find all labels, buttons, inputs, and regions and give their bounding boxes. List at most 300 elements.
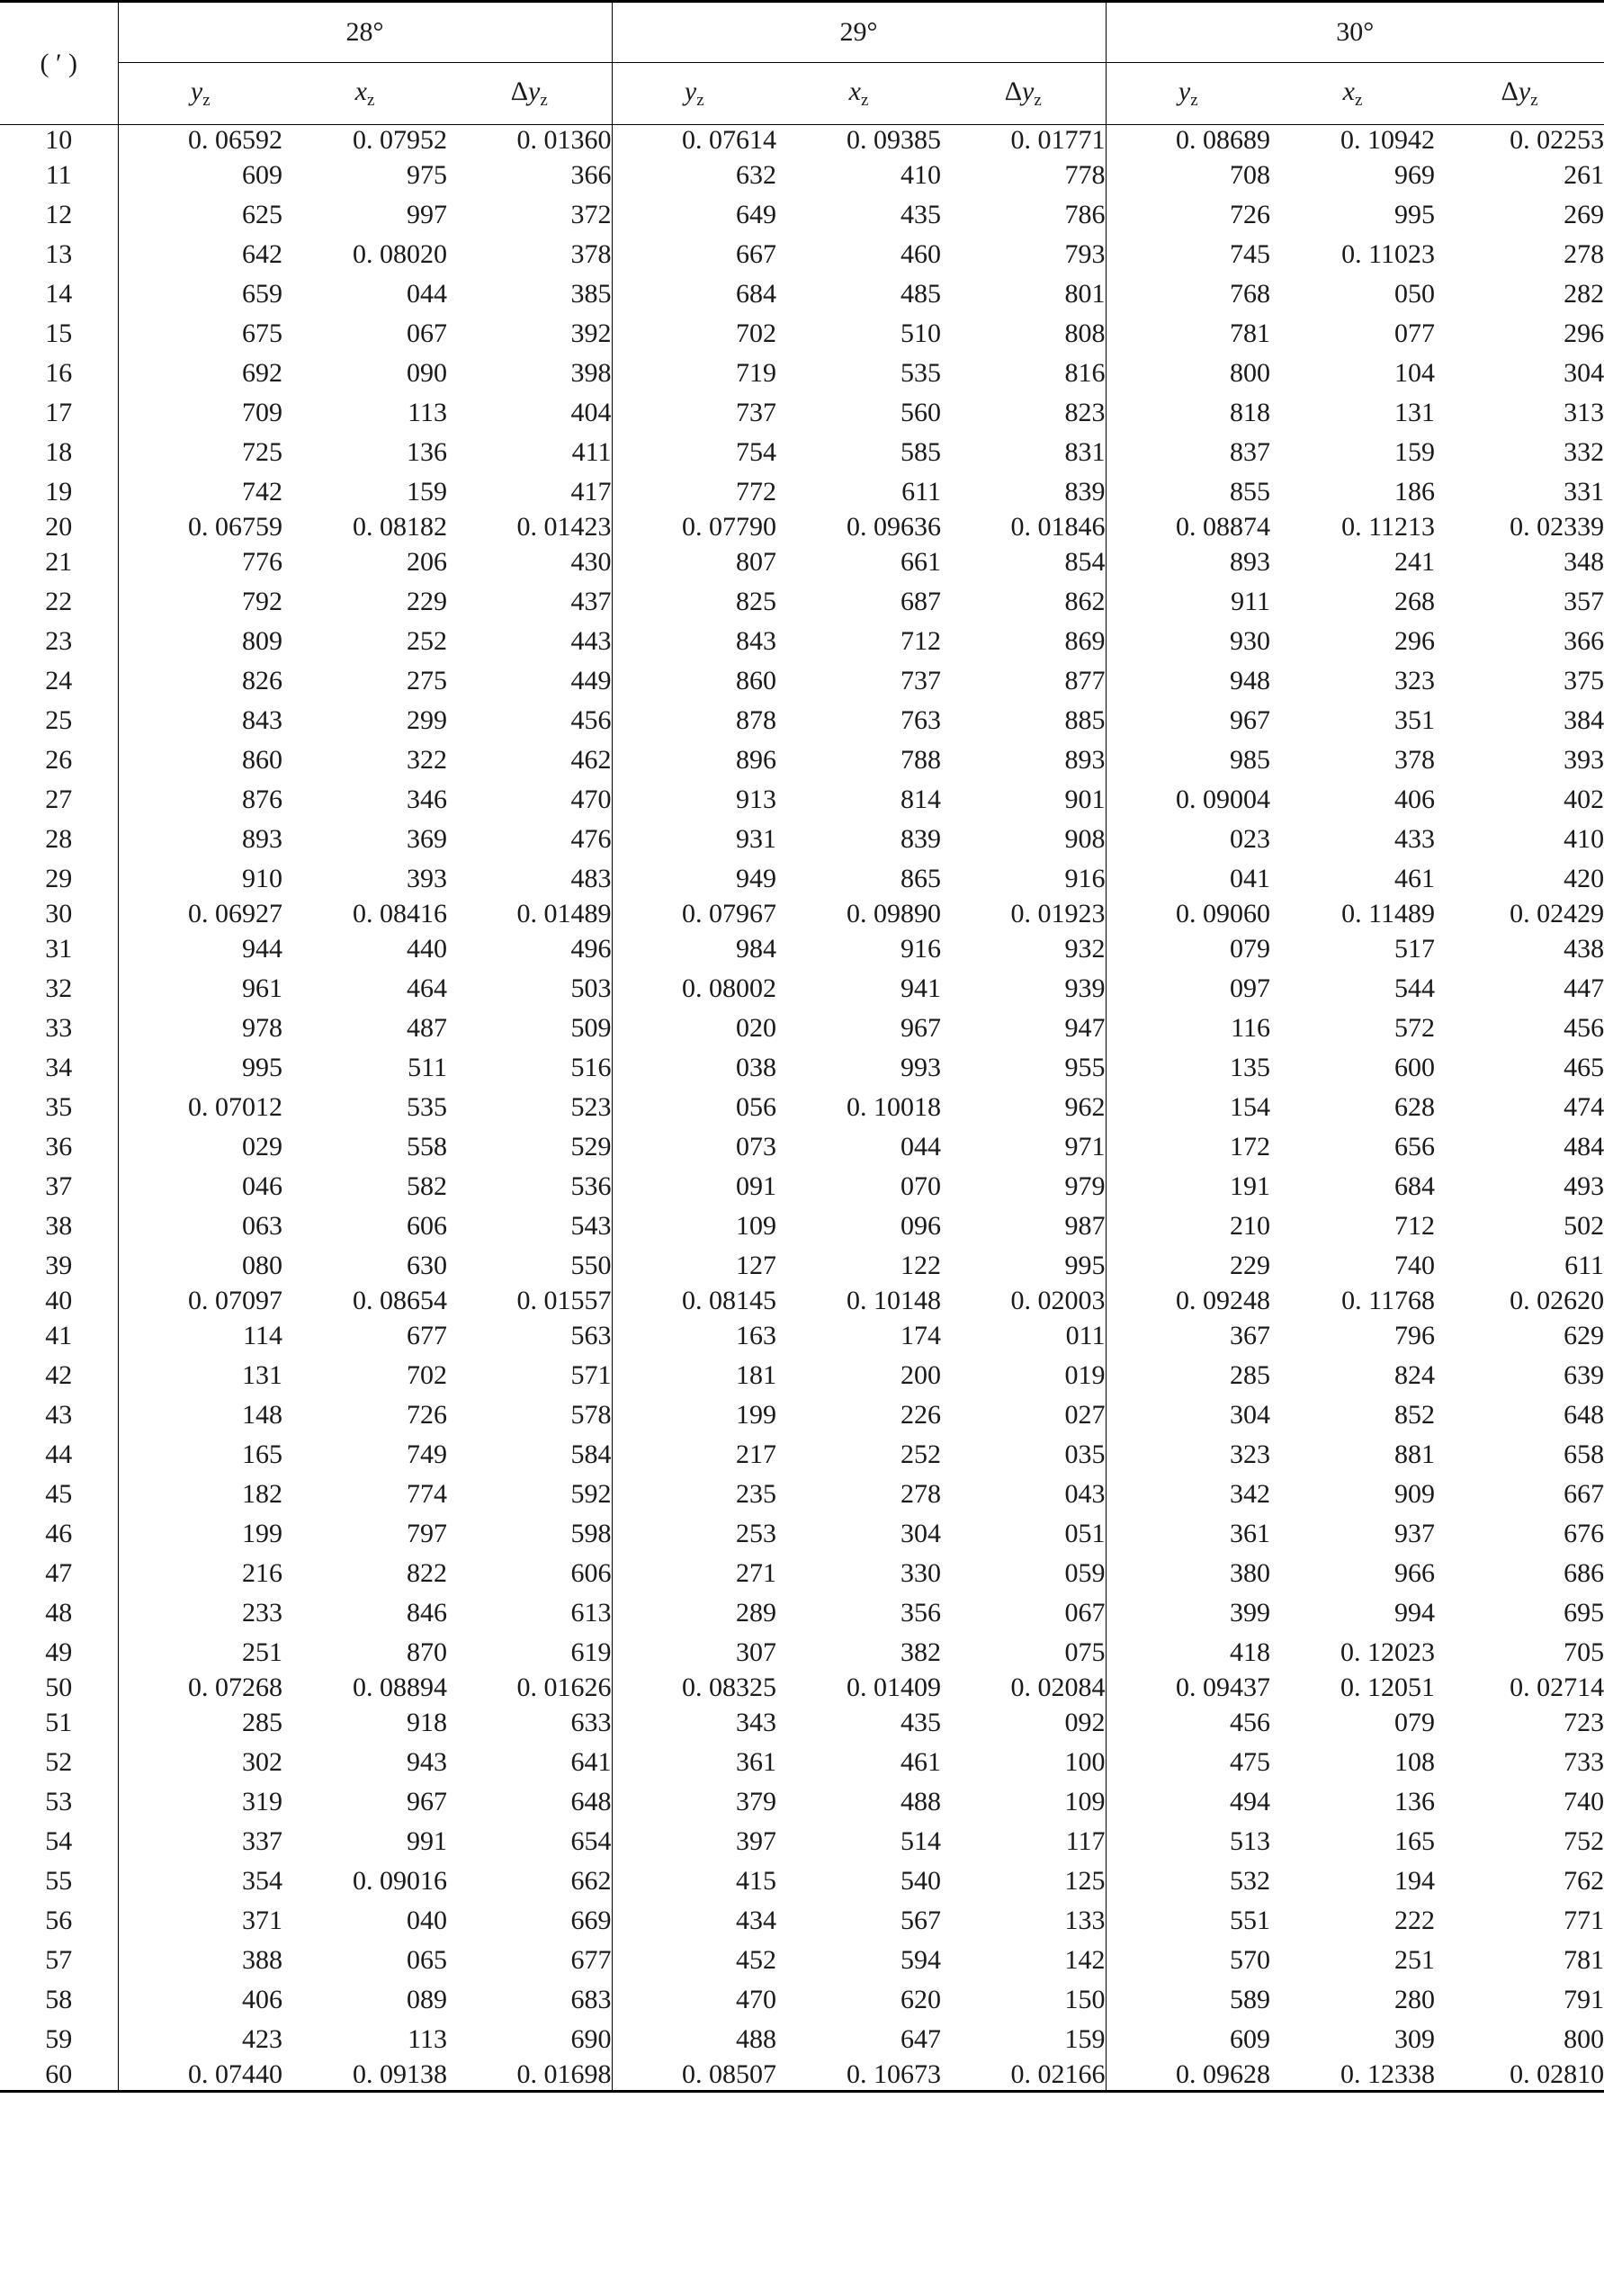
value-cell: 235 (612, 1475, 776, 1514)
value-cell: 535 (407, 1092, 447, 1122)
value-cell: 878 (612, 701, 776, 740)
value-cell: 438 (1564, 934, 1604, 964)
value-cell: 930 (1106, 622, 1270, 661)
value-cell: 910 (118, 859, 282, 899)
value-cell: 502 (1564, 1211, 1604, 1241)
value-cell: 740 (1564, 1787, 1604, 1816)
value-cell: 669 (570, 1906, 612, 1935)
value-cell: 406 (1394, 785, 1436, 814)
value-cell: 150 (1064, 1985, 1106, 2014)
minute-cell: 10 (45, 125, 73, 155)
value-cell: 020 (612, 1009, 776, 1048)
value-cell: 278 (1564, 239, 1604, 269)
value-cell: 435 (901, 200, 942, 229)
value-cell: 916 (901, 934, 942, 964)
value-cell: 470 (570, 785, 612, 814)
value-cell: 142 (1064, 1945, 1106, 1975)
value-cell: 979 (1064, 1171, 1106, 1201)
value-cell: 271 (612, 1554, 776, 1593)
value-cell: 430 (570, 547, 612, 577)
table-row (0, 701, 1604, 740)
value-cell: 991 (407, 1826, 447, 1856)
value-cell: 131 (118, 1356, 282, 1395)
value-cell: 133 (1064, 1906, 1106, 1935)
value-cell: 080 (118, 1246, 282, 1286)
value-cell: 070 (901, 1171, 942, 1201)
minute-cell: 19 (45, 477, 73, 507)
value-cell: 702 (407, 1360, 447, 1390)
value-cell: 092 (1064, 1708, 1106, 1737)
value-cell: 676 (1564, 1519, 1604, 1548)
value-cell: 788 (901, 745, 942, 775)
value-cell: 937 (1394, 1519, 1436, 1548)
value-cell: 885 (1064, 705, 1106, 735)
value-cell: 323 (1106, 1435, 1270, 1475)
value-cell: 0. 01698 (516, 2059, 612, 2089)
subheader-subscript: z (540, 91, 548, 110)
table-row (0, 1286, 1604, 1316)
minute-cell: 32 (45, 973, 73, 1003)
value-cell: 0. 02166 (1010, 2059, 1106, 2089)
value-cell: 985 (1106, 740, 1270, 780)
subheader-symbol: Δ (1004, 76, 1023, 106)
value-cell: 684 (612, 274, 776, 314)
value-cell: 484 (1564, 1132, 1604, 1161)
table-row (0, 1009, 1604, 1048)
value-cell: 0. 08182 (353, 512, 447, 542)
value-cell: 136 (1394, 1787, 1436, 1816)
minute-cell: 17 (45, 398, 73, 427)
minute-cell: 43 (45, 1400, 73, 1430)
value-cell: 0. 01557 (516, 1286, 612, 1315)
value-cell: 793 (1064, 239, 1106, 269)
value-cell: 791 (1564, 1985, 1604, 2014)
value-cell: 0. 08894 (353, 1673, 447, 1702)
table-row (0, 1316, 1604, 1356)
value-cell: 862 (1064, 587, 1106, 616)
value-cell: 0. 09437 (1106, 1673, 1270, 1703)
value-cell: 304 (1106, 1395, 1270, 1435)
subheader-variable: y (1022, 76, 1035, 106)
value-cell: 589 (1106, 1980, 1270, 2020)
value-cell: 346 (407, 785, 447, 814)
value-cell: 456 (1106, 1703, 1270, 1743)
value-cell: 343 (612, 1703, 776, 1743)
value-cell: 0. 11213 (1341, 512, 1436, 542)
minute-cell: 16 (45, 358, 73, 388)
subheader-variable: y (1178, 76, 1191, 106)
value-cell: 011 (1065, 1321, 1106, 1350)
minute-cell: 50 (45, 1673, 73, 1702)
subheader-yz-g2 (1106, 63, 1270, 125)
value-cell: 0. 09060 (1106, 899, 1270, 929)
table-row (0, 820, 1604, 859)
value-cell: 470 (612, 1980, 776, 2020)
value-cell: 677 (407, 1321, 447, 1350)
value-cell: 402 (1564, 785, 1604, 814)
value-cell: 136 (407, 437, 447, 467)
value-cell: 357 (1564, 587, 1604, 616)
value-cell: 0. 10942 (1340, 125, 1436, 155)
value-cell: 0. 07097 (118, 1286, 282, 1316)
value-cell: 114 (118, 1316, 282, 1356)
minute-cell: 60 (45, 2059, 73, 2089)
value-cell: 0. 08654 (353, 1286, 447, 1315)
value-cell: 0. 07614 (612, 125, 776, 157)
value-cell: 995 (1394, 200, 1436, 229)
table-row (0, 1206, 1604, 1246)
value-cell: 876 (118, 780, 282, 820)
value-cell: 984 (612, 929, 776, 969)
subheader-xz-g2 (1270, 63, 1435, 125)
subheader-variable: x (848, 76, 861, 106)
value-cell: 091 (612, 1167, 776, 1206)
subheader-variable: y (684, 76, 697, 106)
value-cell: 252 (407, 626, 447, 656)
value-cell: 893 (1106, 543, 1270, 582)
value-cell: 313 (1564, 398, 1604, 427)
table-row (0, 235, 1604, 274)
value-cell: 371 (118, 1901, 282, 1941)
value-cell: 307 (612, 1633, 776, 1673)
value-cell: 0. 01626 (516, 1673, 612, 1702)
minute-cell: 37 (45, 1171, 73, 1201)
minute-cell: 41 (45, 1321, 73, 1350)
value-cell: 044 (407, 279, 447, 309)
value-cell: 536 (570, 1171, 612, 1201)
value-cell: 860 (612, 661, 776, 701)
value-cell: 692 (118, 354, 282, 393)
value-cell: 609 (118, 156, 282, 195)
value-cell: 824 (1394, 1360, 1436, 1390)
value-cell: 0. 06759 (118, 512, 282, 543)
value-cell: 683 (570, 1985, 612, 2014)
value-cell: 995 (1064, 1251, 1106, 1280)
minute-cell: 28 (45, 824, 73, 854)
value-cell: 043 (1064, 1479, 1106, 1509)
value-cell: 532 (1106, 1861, 1270, 1901)
value-cell: 366 (1564, 626, 1604, 656)
value-cell: 113 (408, 2024, 447, 2054)
table-row (0, 314, 1604, 354)
value-cell: 737 (612, 393, 776, 433)
value-cell: 404 (570, 398, 612, 427)
value-cell: 485 (901, 279, 942, 309)
value-cell: 762 (1564, 1866, 1604, 1896)
value-cell: 772 (612, 472, 776, 512)
value-cell: 0. 08874 (1106, 512, 1270, 543)
value-cell: 846 (407, 1598, 447, 1628)
value-cell: 0. 08689 (1106, 125, 1270, 157)
value-cell: 0. 07012 (118, 1088, 282, 1127)
value-cell: 918 (407, 1708, 447, 1737)
value-cell: 461 (1394, 864, 1436, 893)
value-cell: 282 (1564, 279, 1604, 309)
value-cell: 464 (407, 973, 447, 1003)
table-row (0, 582, 1604, 622)
value-cell: 648 (1564, 1400, 1604, 1430)
value-cell: 493 (1564, 1171, 1604, 1201)
value-cell: 253 (612, 1514, 776, 1554)
value-cell: 035 (1064, 1439, 1106, 1469)
value-cell: 503 (570, 973, 612, 1003)
value-cell: 0. 07967 (612, 899, 776, 929)
value-cell: 0. 06592 (118, 125, 282, 157)
minute-cell: 34 (45, 1053, 73, 1082)
value-cell: 385 (570, 279, 612, 309)
value-cell: 949 (612, 859, 776, 899)
value-cell: 199 (612, 1395, 776, 1435)
value-cell: 558 (407, 1132, 447, 1161)
value-cell: 774 (407, 1479, 447, 1509)
table-row (0, 1127, 1604, 1167)
minute-cell: 30 (45, 899, 73, 928)
value-cell: 063 (118, 1206, 282, 1246)
table-row (0, 472, 1604, 512)
value-cell: 296 (1564, 318, 1604, 348)
value-cell: 073 (612, 1127, 776, 1167)
value-cell: 0. 01360 (516, 125, 612, 155)
value-cell: 995 (118, 1048, 282, 1088)
value-cell: 611 (1564, 1251, 1604, 1280)
value-cell: 630 (407, 1251, 447, 1280)
value-cell: 434 (612, 1901, 776, 1941)
value-cell: 609 (1106, 2020, 1270, 2059)
value-cell: 461 (901, 1747, 942, 1777)
value-cell: 535 (901, 358, 942, 388)
value-cell: 356 (901, 1598, 942, 1628)
value-cell: 0. 10018 (847, 1092, 942, 1122)
value-cell: 460 (901, 239, 942, 269)
value-cell: 465 (1564, 1053, 1604, 1082)
value-cell: 778 (1064, 160, 1106, 190)
value-cell: 708 (1106, 156, 1270, 195)
value-cell: 051 (1064, 1519, 1106, 1548)
value-cell: 971 (1064, 1132, 1106, 1161)
value-cell: 877 (1064, 666, 1106, 695)
value-cell: 658 (1564, 1439, 1604, 1469)
value-cell: 740 (1394, 1251, 1436, 1280)
value-cell: 0. 08002 (612, 969, 776, 1009)
minute-cell: 15 (45, 318, 73, 348)
table-row (0, 1782, 1604, 1822)
minute-cell: 51 (45, 1708, 73, 1737)
table-row (0, 543, 1604, 582)
table-row (0, 1901, 1604, 1941)
value-cell: 332 (1564, 437, 1604, 467)
value-cell: 598 (570, 1519, 612, 1548)
value-cell: 656 (1394, 1132, 1436, 1161)
value-cell: 475 (1106, 1743, 1270, 1782)
minute-cell: 59 (45, 2024, 73, 2054)
value-cell: 726 (407, 1400, 447, 1430)
value-cell: 351 (1394, 705, 1436, 735)
table-row (0, 859, 1604, 899)
value-cell: 801 (1064, 279, 1106, 309)
value-cell: 843 (118, 701, 282, 740)
value-cell: 378 (1394, 745, 1436, 775)
value-cell: 962 (1064, 1092, 1106, 1122)
value-cell: 0. 02339 (1510, 512, 1604, 542)
value-cell: 702 (612, 314, 776, 354)
value-cell: 433 (1394, 824, 1436, 854)
value-cell: 0. 07440 (118, 2059, 282, 2092)
value-cell: 690 (570, 2024, 612, 2054)
value-cell: 571 (570, 1360, 612, 1390)
value-cell: 606 (407, 1211, 447, 1241)
value-cell: 302 (118, 1743, 282, 1782)
table-row (0, 512, 1604, 543)
value-cell: 075 (1064, 1637, 1106, 1667)
value-cell: 117 (1065, 1826, 1106, 1856)
table-row (0, 929, 1604, 969)
value-cell: 543 (570, 1211, 612, 1241)
value-cell: 135 (1106, 1048, 1270, 1088)
value-cell: 551 (1106, 1901, 1270, 1941)
value-cell: 410 (901, 160, 942, 190)
value-cell: 0. 09004 (1106, 780, 1270, 820)
value-cell: 199 (118, 1514, 282, 1554)
value-cell: 870 (407, 1637, 447, 1667)
table-row (0, 1554, 1604, 1593)
value-cell: 065 (407, 1945, 447, 1975)
value-cell: 366 (570, 160, 612, 190)
value-cell: 323 (1394, 666, 1436, 695)
subheader-yz-g0 (118, 63, 282, 125)
value-cell: 563 (570, 1321, 612, 1350)
value-cell: 337 (118, 1822, 282, 1861)
value-cell: 752 (1564, 1826, 1604, 1856)
minute-cell: 22 (45, 587, 73, 616)
value-cell: 449 (570, 666, 612, 695)
value-cell: 896 (612, 740, 776, 780)
value-cell: 0. 10673 (847, 2059, 942, 2089)
value-cell: 560 (901, 398, 942, 427)
value-cell: 0. 07268 (118, 1673, 282, 1703)
table-row (0, 433, 1604, 472)
value-cell: 654 (570, 1826, 612, 1856)
value-cell: 447 (1564, 973, 1604, 1003)
value-cell: 600 (1394, 1053, 1436, 1082)
value-cell: 304 (901, 1519, 942, 1548)
value-cell: 0. 10148 (847, 1286, 942, 1315)
table-row (0, 195, 1604, 235)
subheader-symbol: Δ (510, 76, 529, 106)
table-row (0, 899, 1604, 929)
minute-cell: 58 (45, 1985, 73, 2014)
table-row (0, 1941, 1604, 1980)
value-cell: 686 (1564, 1558, 1604, 1588)
value-cell: 299 (407, 705, 447, 735)
value-cell: 881 (1394, 1439, 1436, 1469)
value-cell: 641 (570, 1747, 612, 1777)
value-cell: 251 (1394, 1945, 1436, 1975)
value-cell: 090 (407, 358, 447, 388)
value-cell: 544 (1394, 973, 1436, 1003)
value-cell: 831 (1064, 437, 1106, 467)
subheader-delta-yz-g2 (1435, 63, 1604, 125)
subheader-variable: x (1342, 76, 1355, 106)
value-cell: 331 (1564, 477, 1604, 507)
value-cell: 0. 08325 (612, 1673, 776, 1703)
table-row (0, 1673, 1604, 1703)
value-cell: 116 (1106, 1009, 1270, 1048)
value-cell: 435 (901, 1708, 942, 1737)
table-row (0, 1167, 1604, 1206)
value-cell: 781 (1564, 1945, 1604, 1975)
value-cell: 978 (118, 1009, 282, 1048)
subheader-row (0, 63, 1604, 125)
value-cell: 483 (570, 864, 612, 893)
minute-cell: 45 (45, 1479, 73, 1509)
value-cell: 625 (118, 195, 282, 235)
value-cell: 823 (1064, 398, 1106, 427)
value-cell: 0. 12051 (1340, 1673, 1436, 1702)
value-cell: 931 (612, 820, 776, 859)
value-cell: 040 (407, 1906, 447, 1935)
value-cell: 108 (1394, 1747, 1436, 1777)
minute-cell: 12 (45, 200, 73, 229)
minute-cell: 55 (45, 1866, 73, 1896)
minute-cell: 36 (45, 1132, 73, 1161)
minute-cell: 46 (45, 1519, 73, 1548)
value-cell: 742 (118, 472, 282, 512)
value-cell: 019 (1064, 1360, 1106, 1390)
value-cell: 592 (570, 1479, 612, 1509)
value-cell: 709 (118, 393, 282, 433)
value-cell: 241 (1394, 547, 1436, 577)
value-cell: 523 (570, 1092, 612, 1122)
table-row (0, 354, 1604, 393)
minute-cell: 18 (45, 437, 73, 467)
value-cell: 411 (571, 437, 612, 467)
value-cell: 296 (1394, 626, 1436, 656)
minute-cell: 38 (45, 1211, 73, 1241)
value-cell: 067 (1064, 1598, 1106, 1628)
value-cell: 816 (1064, 358, 1106, 388)
minute-cell: 35 (45, 1092, 73, 1122)
value-cell: 443 (570, 626, 612, 656)
value-cell: 361 (1106, 1514, 1270, 1554)
subheader-yz-g1 (612, 63, 776, 125)
value-cell: 369 (407, 824, 447, 854)
minute-cell: 53 (45, 1787, 73, 1816)
value-cell: 0. 02003 (1010, 1286, 1106, 1315)
value-cell: 955 (1064, 1053, 1106, 1082)
value-cell: 229 (1106, 1246, 1270, 1286)
value-cell: 578 (570, 1400, 612, 1430)
minute-cell: 29 (45, 864, 73, 893)
value-cell: 987 (1064, 1211, 1106, 1241)
value-cell: 818 (1106, 393, 1270, 433)
value-cell: 911 (1106, 582, 1270, 622)
value-cell: 786 (1064, 200, 1106, 229)
value-cell: 122 (901, 1251, 942, 1280)
value-cell: 079 (1106, 929, 1270, 969)
value-cell: 0. 08416 (353, 899, 447, 928)
value-cell: 662 (570, 1866, 612, 1896)
value-cell: 159 (1064, 2024, 1106, 2054)
value-cell: 278 (901, 1479, 942, 1509)
table-row (0, 969, 1604, 1009)
minute-cell: 24 (45, 666, 73, 695)
value-cell: 944 (118, 929, 282, 969)
value-cell: 0. 01923 (1010, 899, 1106, 928)
value-cell: 393 (1564, 745, 1604, 775)
value-cell: 194 (1394, 1866, 1436, 1896)
value-cell: 594 (901, 1945, 942, 1975)
table-row (0, 1980, 1604, 2020)
